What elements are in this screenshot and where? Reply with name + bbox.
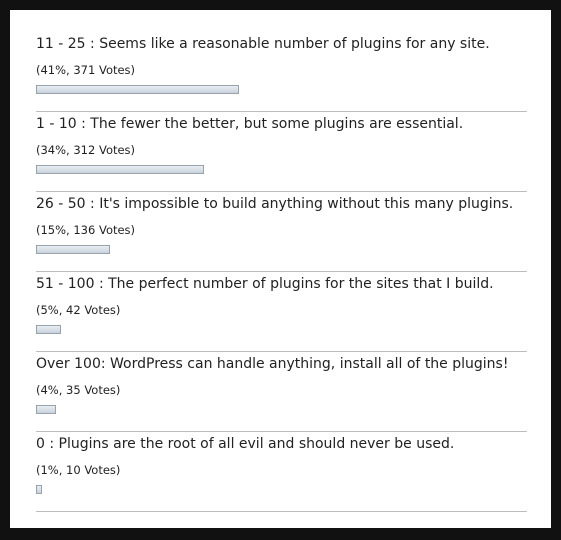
poll-results-panel <box>10 10 551 528</box>
poll-results-list <box>36 32 527 512</box>
result-bar-track <box>36 325 527 334</box>
result-bar <box>36 165 204 174</box>
result-bar <box>36 405 56 414</box>
answer-stats: (34%, 312 Votes) <box>36 143 136 157</box>
result-bar <box>36 485 42 494</box>
answer-label: 1 - 10 : The fewer the better, but some plugins are essential. <box>36 116 464 132</box>
result-bar-track <box>36 85 527 94</box>
result-bar <box>36 245 110 254</box>
answer-stats: (41%, 371 Votes) <box>36 63 136 77</box>
answer-label: 26 - 50 : It's impossible to build anything without this many plugins. <box>36 196 514 212</box>
result-bar-track <box>36 165 527 174</box>
answer-stats: (15%, 136 Votes) <box>36 223 136 237</box>
result-bar-track <box>36 485 527 494</box>
poll-answer-over-100 <box>36 352 527 432</box>
answer-stats: (5%, 42 Votes) <box>36 303 121 317</box>
poll-answer-51-100 <box>36 272 527 352</box>
poll-answer-11-25 <box>36 32 527 112</box>
poll-answer-26-50 <box>36 192 527 272</box>
answer-label: Over 100: WordPress can handle anything, install all of the plugins! <box>36 356 509 372</box>
result-bar-track <box>36 245 527 254</box>
answer-label: 51 - 100 : The perfect number of plugins for the sites that I build. <box>36 276 494 292</box>
poll-answer-1-10 <box>36 112 527 192</box>
answer-stats: (4%, 35 Votes) <box>36 383 121 397</box>
answer-stats: (1%, 10 Votes) <box>36 463 121 477</box>
result-bar-track <box>36 405 527 414</box>
poll-answer-0 <box>36 432 527 512</box>
answer-label: 11 - 25 : Seems like a reasonable number of plugins for any site. <box>36 36 490 52</box>
result-bar <box>36 325 61 334</box>
answer-label: 0 : Plugins are the root of all evil and should never be used. <box>36 436 455 452</box>
result-bar <box>36 85 239 94</box>
